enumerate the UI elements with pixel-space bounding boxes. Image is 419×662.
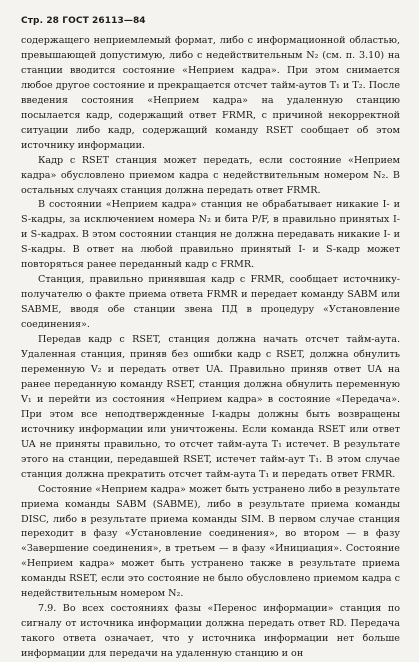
paragraph: Состояние «Неприем кадра» может быть устранено либо в результате приема команды SABM (SABME), либо в результате приема команды DISC, либо в результате приема команды SIM. В первом случае станция переходит в фазу «Установление соединения», во втором — в фазу «Завершение соединения», в третьем — в фазу «Инициация». Состояние «Неприем кадра» может быть устранено также в результате приема команды RSET, если это состояние не было обусловлено приемом кадра с недействительным номером N₂. — [21, 483, 400, 600]
paragraph: Кадр с RSET станция может передать, если состояние «Неприем кадра» обусловлено приемом кадра с недействительным номером N₂. В остальных случаях станция должна передать ответ FRMR. — [21, 154, 400, 196]
paragraph: содержащего неприемлемый формат, либо с информационной областью, превышающей допустимую, либо с недействительным N₂ (см. п. 3.10) на станции вводится состояние «Неприем кадра». При этом снимается любое другое состояние и прекращается отсчет тайм-аутов T₁ и T₂. После введения состояния «Неприем кадра» на удаленную станцию посылается кадр, содержащий ответ FRMR, с причиной некорректной ситуации либо кадр, содержащий команду RSET сообщает об этом источнику информации. — [21, 35, 400, 151]
paragraph: Станция, правильно принявшая кадр с FRMR, сообщает источнику-получателю о факте приема ответа FRMR и передает команду SABM или SABME, вводя обе станции звена ПД в процедуру «Установление соединения». — [21, 274, 400, 331]
paragraph: Передав кадр с RSET, станция должна начать отсчет тайм-аута. Удаленная станция, приняв без ошибки кадр с RSET, должна обнулить переменную V₂ и передать ответ UA. Правильно приняв ответ UA на ранее переданную команду RSET, станция должна обнулить переменную V₁ и перейти из состояния «Неприем кадра» в состояние «Передача». При этом все неподтвержденные I-кадры должны быть возвращены источнику информации или уничтожены. Если команда RSET или ответ UA не приняты правильно, то отсчет тайм-аута T₁ истечет. В результате этого на станции, передавшей RSET, истечет тайм-аут T₁. В этом случае станция должна прекратить отсчет тайм-аута T₁ и передать ответ FRMR. — [21, 334, 400, 480]
paragraph: 7.9. Во всех состояниях фазы «Перенос информации» станция по сигналу от источника информации должна передать ответ RD. Передача такого ответа означает, что у источника информации нет больше информации для передачи на удаленную станцию и он — [21, 603, 400, 660]
body-text — [21, 34, 400, 662]
page-header: Стр. 28 ГОСТ 26113—84 — [21, 16, 146, 26]
paragraph: В состоянии «Неприем кадра» станция не обрабатывает никакие I- и S-кадры, за исключением номера N₂ и бита P/F, в правильно принятых I- и S-кадрах. В этом состоянии станция не должна передавать никакие I- и S-кадры. В ответ на любой правильно принятый I- и S-кадр может повторяться ранее переданный кадр с FRMR. — [21, 199, 400, 271]
